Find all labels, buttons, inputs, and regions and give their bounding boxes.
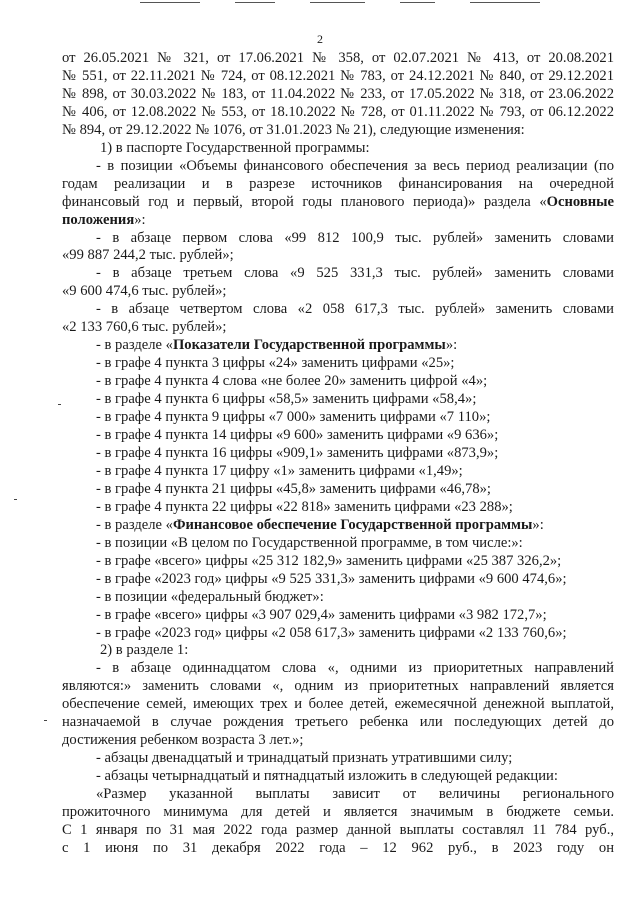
text-span: - в абзаце третьем слова «9 525 331,3 тыс. рублей» заменить словами <box>96 265 614 282</box>
text-line <box>62 499 614 517</box>
text-span: - в графе 4 пункта 6 цифры «58,5» заменить цифрами «58,4»; <box>96 391 477 408</box>
text-line <box>62 230 614 248</box>
text-span: - в графе 4 пункта 14 цифры «9 600» заменить цифрами «9 636»; <box>96 427 499 444</box>
text-line <box>62 427 614 445</box>
scan-top-marks <box>140 2 560 6</box>
text-line <box>62 337 614 355</box>
text-span: № 406, от 12.08.2022 № 553, от 18.10.2022 № 728, от 01.11.2022 № 793, от 06.12.2022 <box>62 103 614 120</box>
text-line <box>62 822 614 840</box>
text-line <box>62 840 614 858</box>
text-span: № 551, от 22.11.2021 № 724, от 08.12.2021 № 783, от 24.12.2021 № 840, от 29.12.2021 <box>62 67 614 84</box>
text-line <box>62 445 614 463</box>
text-line <box>62 265 614 283</box>
text-span: - в графе 4 пункта 9 цифры «7 000» заменить цифрами «7 110»; <box>96 409 491 426</box>
text-span: - в разделе « <box>96 516 173 533</box>
text-line <box>62 194 614 212</box>
text-line <box>62 140 614 158</box>
text-span: »: <box>532 516 544 533</box>
text-line <box>62 301 614 319</box>
text-line <box>62 373 614 391</box>
text-line <box>62 409 614 427</box>
text-span: - в графе «всего» цифры «3 907 029,4» заменить цифрами «3 982 172,7»; <box>96 606 547 623</box>
text-span: - в графе «всего» цифры «25 312 182,9» заменить цифрами «25 387 326,2»; <box>96 552 562 569</box>
text-span: »: <box>134 211 146 228</box>
text-line <box>62 86 614 104</box>
text-line <box>62 642 614 660</box>
text-line <box>62 714 614 732</box>
text-line <box>62 517 614 535</box>
bold-text: Основные <box>546 193 614 210</box>
text-span: - в графе «2023 год» цифры «2 058 617,3» заменить цифрами «2 133 760,6»; <box>96 624 567 641</box>
text-line <box>62 750 614 768</box>
text-line <box>62 696 614 714</box>
text-line <box>62 660 614 678</box>
text-line <box>62 571 614 589</box>
text-span: »: <box>445 337 458 354</box>
text-span: от 26.05.2021 № 321, от 17.06.2021 № 358, от 02.07.2021 № 413, от 20.08.2021 <box>62 50 614 66</box>
text-line <box>62 732 614 750</box>
bold-text: Показатели Государственной программы <box>172 337 446 354</box>
text-line <box>62 786 614 804</box>
text-line <box>62 625 614 643</box>
text-span: - абзацы четырнадцатый и пятнадцатый изложить в следующей редакции: <box>96 768 558 785</box>
document-body <box>62 50 614 858</box>
text-span: - в графе 4 пункта 4 слова «не более 20» заменить цифрой «4»; <box>96 373 488 390</box>
text-span: - в графе 4 пункта 3 цифры «24» заменить цифрами «25»; <box>96 355 455 372</box>
bold-text: Финансовое обеспечение Государственной программы <box>172 516 533 533</box>
text-span: «99 887 244,2 тыс. рублей»; <box>62 247 234 264</box>
text-line <box>62 68 614 86</box>
text-line <box>62 391 614 409</box>
page-number: 2 <box>317 32 323 46</box>
text-span: финансовый год и первый, второй годы планового периода)» раздела « <box>62 193 547 210</box>
text-span: С 1 января по 31 мая 2022 года размер данной выплаты составлял 11 784 руб., <box>62 821 614 838</box>
scan-speck <box>44 720 47 721</box>
text-line <box>62 678 614 696</box>
text-span: 2) в разделе 1: <box>100 642 189 659</box>
text-line <box>62 553 614 571</box>
text-line <box>62 158 614 176</box>
text-span: прожиточного минимума для детей и является значимым в бюджете семьи. <box>62 804 614 821</box>
text-line <box>62 355 614 373</box>
text-span: назначаемой в случае рождения третьего ребенка или последующих детей до <box>62 714 614 731</box>
text-span: являются:» заменить словами «, одним из приоритетных направлений является <box>62 678 614 695</box>
text-line <box>62 607 614 625</box>
text-line <box>62 212 614 230</box>
scan-speck <box>58 404 61 405</box>
scan-speck <box>14 499 17 500</box>
text-line <box>62 481 614 499</box>
text-span: - в абзаце первом слова «99 812 100,9 тыс. рублей» заменить словами <box>96 229 614 246</box>
text-line <box>62 104 614 122</box>
text-span: - в позиции «Объемы финансового обеспечения за весь период реализации (по <box>96 157 614 174</box>
text-line <box>62 50 614 68</box>
text-span: 1) в паспорте Государственной программы: <box>100 139 370 156</box>
text-line <box>62 535 614 553</box>
text-span: с 1 июня по 31 декабря 2022 года – 12 962 руб., в 2023 году он <box>62 839 614 856</box>
text-span: - в графе 4 пункта 17 цифру «1» заменить цифрами «1,49»; <box>96 462 463 479</box>
text-span: годам реализации и в разрезе источников финансирования на очередной <box>62 175 614 192</box>
text-span: - в разделе « <box>96 337 173 354</box>
text-span: - в графе 4 пункта 22 цифры «22 818» заменить цифрами «23 288»; <box>96 498 513 515</box>
text-line <box>62 319 614 337</box>
text-span: - абзацы двенадцатый и тринадцатый признать утратившими силу; <box>96 750 513 767</box>
text-line <box>62 247 614 265</box>
text-line <box>62 463 614 481</box>
text-line <box>62 176 614 194</box>
text-span: достижения ребенком возраста 3 лет.»; <box>62 732 304 749</box>
text-span: - в абзаце четвертом слова «2 058 617,3 тыс. рублей» заменить словами <box>96 301 614 318</box>
text-line <box>62 768 614 786</box>
text-span: - в графе 4 пункта 16 цифры «909,1» заменить цифрами «873,9»; <box>96 444 499 461</box>
text-span: - в позиции «В целом по Государственной программе, в том числе:»: <box>96 534 523 551</box>
text-span: «Размер указанной выплаты зависит от величины регионального <box>96 786 614 803</box>
text-span: обеспечение семей, имеющих трех и более детей, ежемесячной денежной выплатой, <box>62 696 614 713</box>
text-span: - в позиции «федеральный бюджет»: <box>96 588 324 605</box>
text-line <box>62 589 614 607</box>
text-span: - в абзаце одиннадцатом слова «, одними из приоритетных направлений <box>96 660 614 677</box>
text-span: № 894, от 29.12.2022 № 1076, от 31.01.2023 № 21), следующие изменения: <box>62 121 525 138</box>
text-span: № 898, от 30.03.2022 № 183, от 11.04.2022 № 233, от 17.05.2022 № 318, от 23.06.2022 <box>62 85 614 102</box>
text-line <box>62 283 614 301</box>
text-span: «9 600 474,6 тыс. рублей»; <box>62 283 227 300</box>
text-span: - в графе 4 пункта 21 цифры «45,8» заменить цифрами «46,78»; <box>96 480 491 497</box>
text-line <box>62 122 614 140</box>
text-span: - в графе «2023 год» цифры «9 525 331,3» заменить цифрами «9 600 474,6»; <box>96 570 567 587</box>
bold-text: положения <box>62 211 135 228</box>
text-span: «2 133 760,6 тыс. рублей»; <box>62 319 227 336</box>
text-line <box>62 804 614 822</box>
